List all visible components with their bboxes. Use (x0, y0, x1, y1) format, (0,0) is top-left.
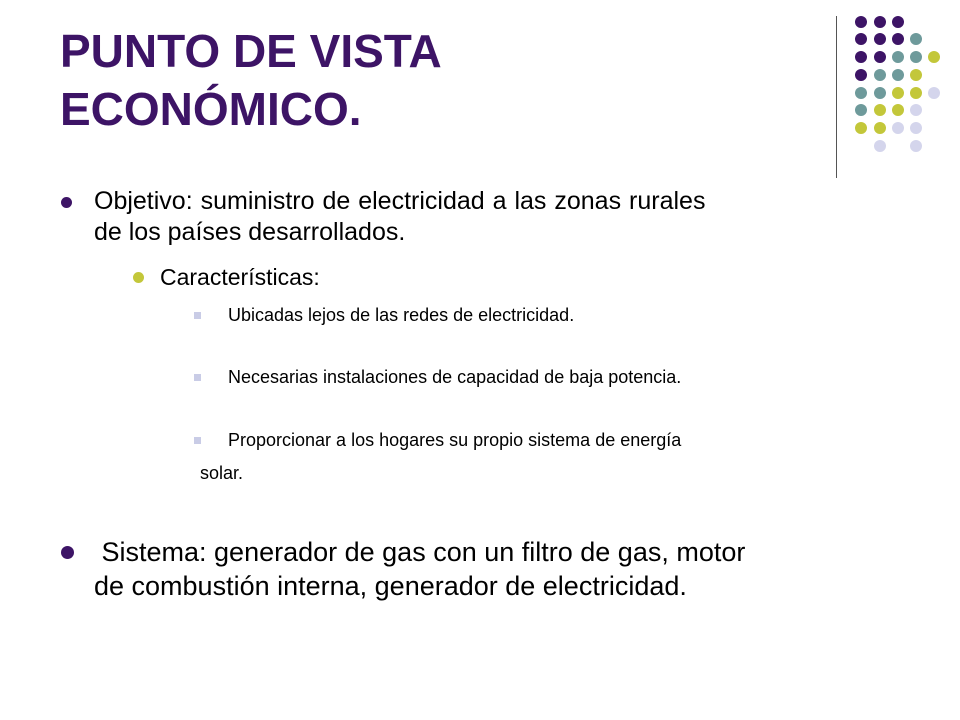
sub-bullet-ubicadas (228, 300, 868, 330)
sub-bullet-continuation: solar. (200, 463, 244, 483)
title-line-2: ECONÓMICO. (60, 83, 362, 135)
square-bullet-icon (194, 374, 201, 381)
bullet-objetivo (94, 186, 884, 248)
square-bullet-icon (194, 437, 201, 444)
sistema-line-1: Sistema: generador de gas con un filtro de gas, motor (94, 537, 746, 567)
objetivo-line-1: Objetivo: suministro de electricidad a las zonas rurales (94, 187, 706, 215)
sub-bullet-text: Ubicadas lejos de las redes de electricidad. (228, 305, 575, 325)
decorative-dots-icon (0, 0, 960, 200)
sub-bullet-text: Necesarias instalaciones de capacidad de baja potencia. (228, 367, 682, 387)
bullet-caracteristicas (160, 263, 320, 291)
bullet-sistema (94, 535, 894, 603)
bullet-dot-icon (61, 197, 72, 208)
sub-bullet-proporcionar (228, 425, 868, 455)
sub-bullet-necesarias (228, 362, 868, 392)
square-bullet-icon (194, 312, 201, 319)
sistema-line-2: de combustión interna, generador de electricidad. (94, 571, 687, 601)
sub-bullet-text: Proporcionar a los hogares su propio sistema de energía (228, 430, 682, 450)
bullet-dot-icon (61, 546, 74, 559)
title-line-1: PUNTO DE VISTA (60, 25, 442, 77)
objetivo-line-2: de los países desarrollados. (94, 218, 406, 246)
caracteristicas-label: Características: (160, 264, 320, 290)
bullet-dot-icon (133, 272, 144, 283)
